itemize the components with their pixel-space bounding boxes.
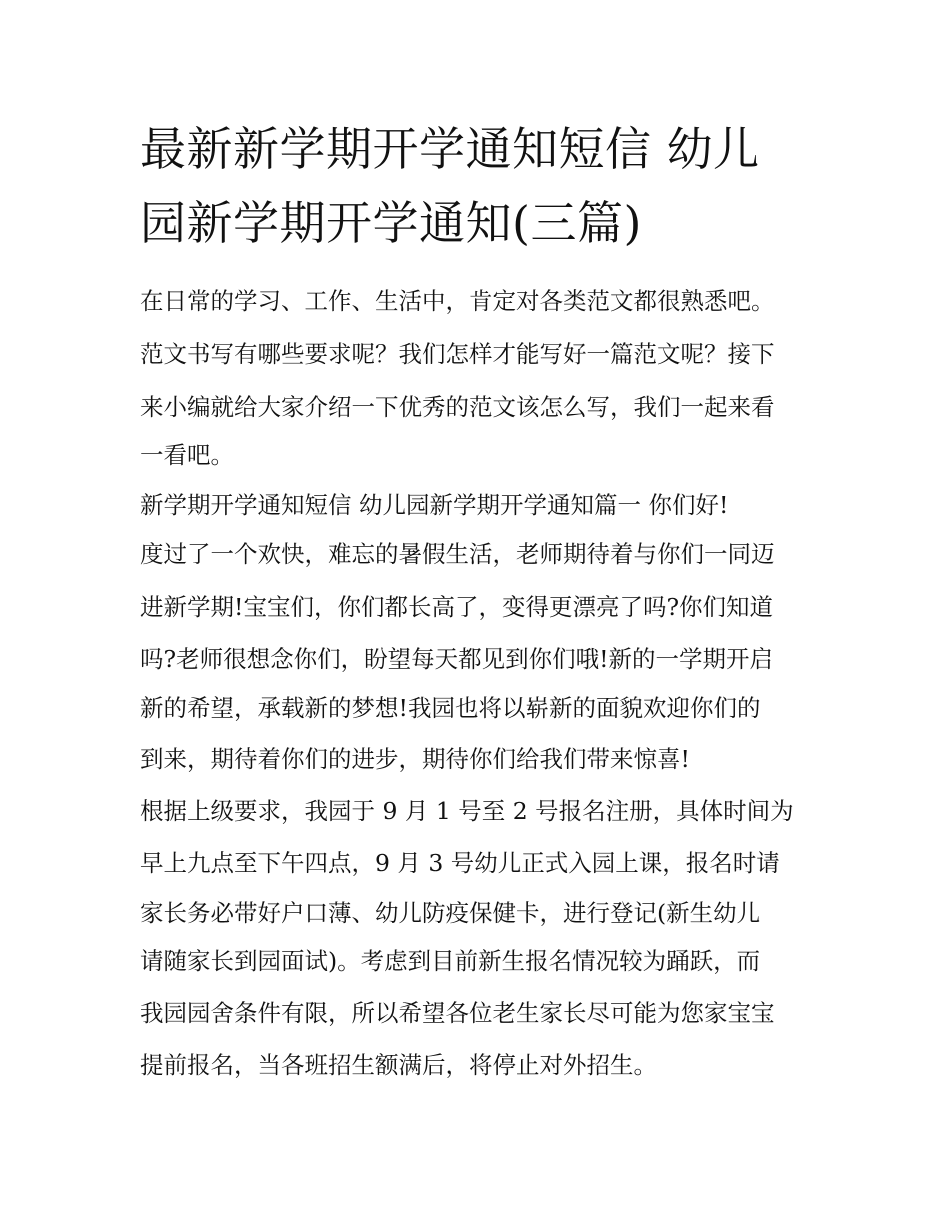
body-line: 我园园舍条件有限，所以希望各位老生家长尽可能为您家宝宝: [140, 999, 775, 1027]
body-line: 提前报名，当各班招生额满后，将停止对外招生。: [140, 1051, 657, 1079]
body-line: 早上九点至下午四点，9 月 3 号幼儿正式入园上课，报名时请: [140, 849, 780, 877]
body-line: 一看吧。: [140, 441, 234, 469]
body-line: 新的希望，承载新的梦想!我园也将以崭新的面貌欢迎你们的: [140, 694, 761, 722]
body-line: 到来，期待着你们的进步，期待你们给我们带来惊喜!: [140, 745, 690, 773]
title-line: 园新学期开学通知(三篇): [140, 196, 642, 250]
body-line: 范文书写有哪些要求呢？我们怎样才能写好一篇范文呢？接下: [140, 340, 775, 368]
body-line: 进新学期!宝宝们，你们都长高了，变得更漂亮了吗?你们知道: [140, 593, 774, 621]
document-title: [140, 112, 820, 260]
body-line: 请随家长到园面试)。考虑到目前新生报名情况较为踊跃，而: [140, 947, 761, 975]
body-line: 在日常的学习、工作、生活中，肯定对各类范文都很熟悉吧。: [140, 287, 775, 315]
body-line: 度过了一个欢快，难忘的暑假生活，老师期待着与你们一同迈: [140, 540, 775, 568]
body-line: 吗?老师很想念你们，盼望每天都见到你们哦!新的一学期开启: [140, 645, 774, 673]
body-line: 来小编就给大家介绍一下优秀的范文该怎么写，我们一起来看: [140, 393, 775, 421]
body-line: 家长务必带好户口薄、幼儿防疫保健卡，进行登记(新生幼儿: [140, 899, 761, 927]
title-line: 最新新学期开学通知短信 幼儿: [140, 122, 760, 176]
body-line: 根据上级要求，我园于 9 月 1 号至 2 号报名注册，具体时间为: [140, 797, 794, 825]
body-line: 新学期开学通知短信 幼儿园新学期开学通知篇一 你们好!: [140, 491, 729, 519]
